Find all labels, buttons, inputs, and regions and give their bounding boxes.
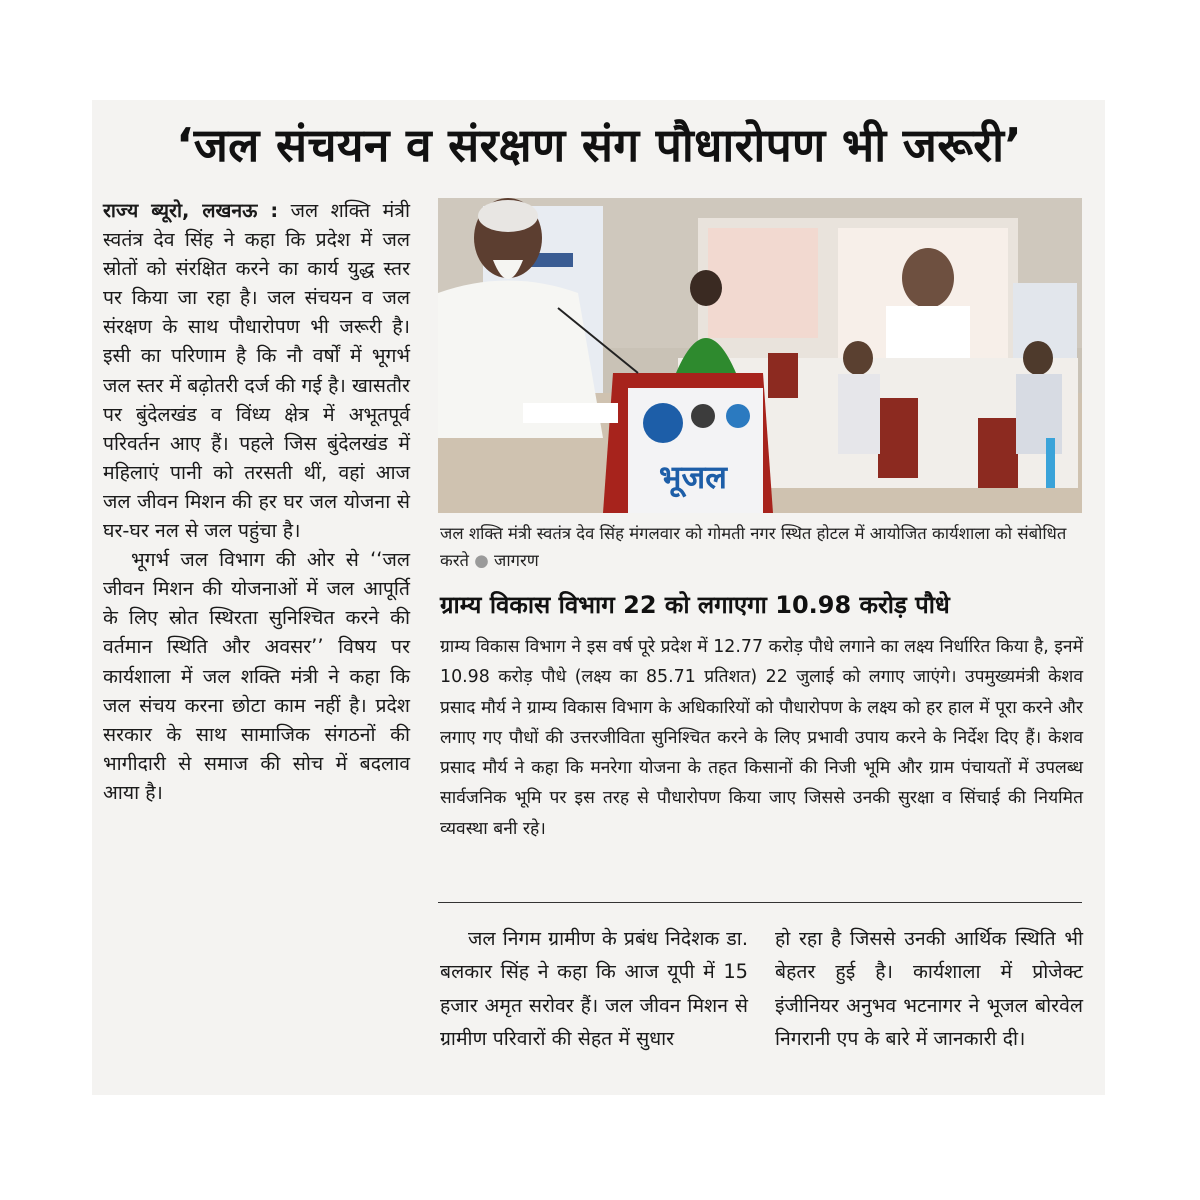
chair-1: [768, 353, 798, 398]
screen-speaker-head: [902, 248, 954, 308]
seated-man-1-body: [838, 374, 880, 454]
headline: ‘जल संचयन व संरक्षण संग पौधारोपण भी जरूरी’: [175, 118, 1023, 172]
photo-caption: [440, 520, 1080, 574]
chair-3: [978, 418, 1018, 488]
seated-man-2-body: [1016, 374, 1062, 454]
caption-credit: जागरण: [494, 551, 539, 570]
podium-logo-right: [726, 404, 750, 428]
news-photo: [438, 198, 1082, 513]
water-bottle: [1046, 438, 1055, 488]
podium-banner-text: भूजल: [659, 458, 727, 496]
section-divider: [438, 902, 1082, 903]
seated-man-1-head: [843, 341, 873, 375]
speech-paper: [523, 403, 618, 423]
caption-text: जल शक्ति मंत्री स्वतंत्र देव सिंह मंगलवार को गोमती नगर स्थित होटल में आयोजित कार्यशाला को संबोधित करते: [440, 524, 1067, 570]
continued-text-1: जल निगम ग्रामीण के प्रबंध निदेशक डा. बलकार सिंह ने कहा कि आज यूपी में 15 हजार अमृत सरोवर हैं। जल जीवन मिशन से ग्रामीण परिवारों की सेहत में सुधार: [440, 927, 748, 1051]
sub-story-body: [440, 632, 1083, 844]
seated-man-2-head: [1023, 341, 1053, 375]
continued-column-1: [440, 922, 748, 1056]
sub-story-paragraph: ग्राम्य विकास विभाग ने इस वर्ष पूरे प्रदेश में 12.77 करोड़ पौधे लगाने का लक्ष्य निर्धारित किया है, इनमें 10.98 करोड़ पौधे (लक्ष्य का 85.71 प्रतिशत) 22 जुलाई को लगाए जाएंगे। उपमुख्यमंत्री केशव प्रसाद मौर्य ने ग्राम्य विकास विभाग के अधिकारियों को पौधारोपण के लक्ष्य को हर हाल में पूरा करने और लगाए गए पौधों की उत्तरजीविता सुनिश्चित करने के लिए प्रभावी उपाय करने के निर्देश दिए हैं। केशव प्रसाद मौर्य ने कहा कि मनरेगा योजना के तहत किसानों की निजी भूमि और ग्राम पंचायतों में उपलब्ध सार्वजनिक भूमि पर इस तरह से पौधारोपण किया जाए जिससे उनकी सुरक्षा व सिंचाई की नियमित व्यवस्था बनी रहे।: [440, 637, 1083, 839]
dateline: राज्य ब्यूरो, लखनऊ :: [103, 199, 279, 222]
chair-2: [878, 398, 918, 478]
continued-text-2: हो रहा है जिससे उनकी आर्थिक स्थिति भी बेहतर हुई है। कार्यशाला में प्रोजेक्ट इंजीनियर अनुभव भटनागर ने भूजल बोरवेल निगरानी एप के बारे में जानकारी दी।: [775, 927, 1083, 1051]
seated-woman-head: [690, 270, 722, 306]
screen-image-left: [708, 228, 818, 338]
podium-logo-left: [643, 403, 683, 443]
main-story-paragraph-2: भूगर्भ जल विभाग की ओर से ‘‘जल जीवन मिशन की योजनाओं में जल आपूर्ति के लिए स्रोत स्थिरता सुनिश्चित करने की वर्तमान स्थिति और अवसर’’ विषय पर कार्यशाला में जल शक्ति मंत्री ने कहा कि जल संचय करना छोटा काम नहीं है। प्रदेश सरकार के साथ सामाजिक संगठनों की भागीदारी से समाज की सोच में बदलाव आया है।: [103, 548, 410, 804]
sub-story-heading: ग्राम्य विकास विभाग 22 को लगाएगा 10.98 करोड़ पौधे: [440, 591, 950, 619]
continued-column-2: [775, 922, 1083, 1056]
main-story-paragraph: [103, 196, 410, 545]
caption-bullet: ●: [474, 551, 489, 570]
podium-logo-center: [691, 404, 715, 428]
main-story-text: जल शक्ति मंत्री स्वतंत्र देव सिंह ने कहा कि प्रदेश में जल स्रोतों को संरक्षित करने का कार्य युद्ध स्तर पर किया जा रहा है। जल संचयन व जल संरक्षण के साथ पौधारोपण भी जरूरी है। इसी का परिणाम है कि नौ वर्षों में भूगर्भ जल स्तर में बढ़ोतरी दर्ज की गई है। खासतौर पर बुंदेलखंड व विंध्य क्षेत्र में अभूतपूर्व परिवर्तन आए हैं। पहले जिस बुंदेलखंड में महिलाएं पानी को तरसती थीं, वहां आज जल जीवन मिशन की हर घर जल योजना से घर-घर नल से जल पहुंचा है।: [103, 199, 410, 543]
speaker-hair: [478, 200, 538, 232]
main-story-column: [103, 196, 410, 807]
